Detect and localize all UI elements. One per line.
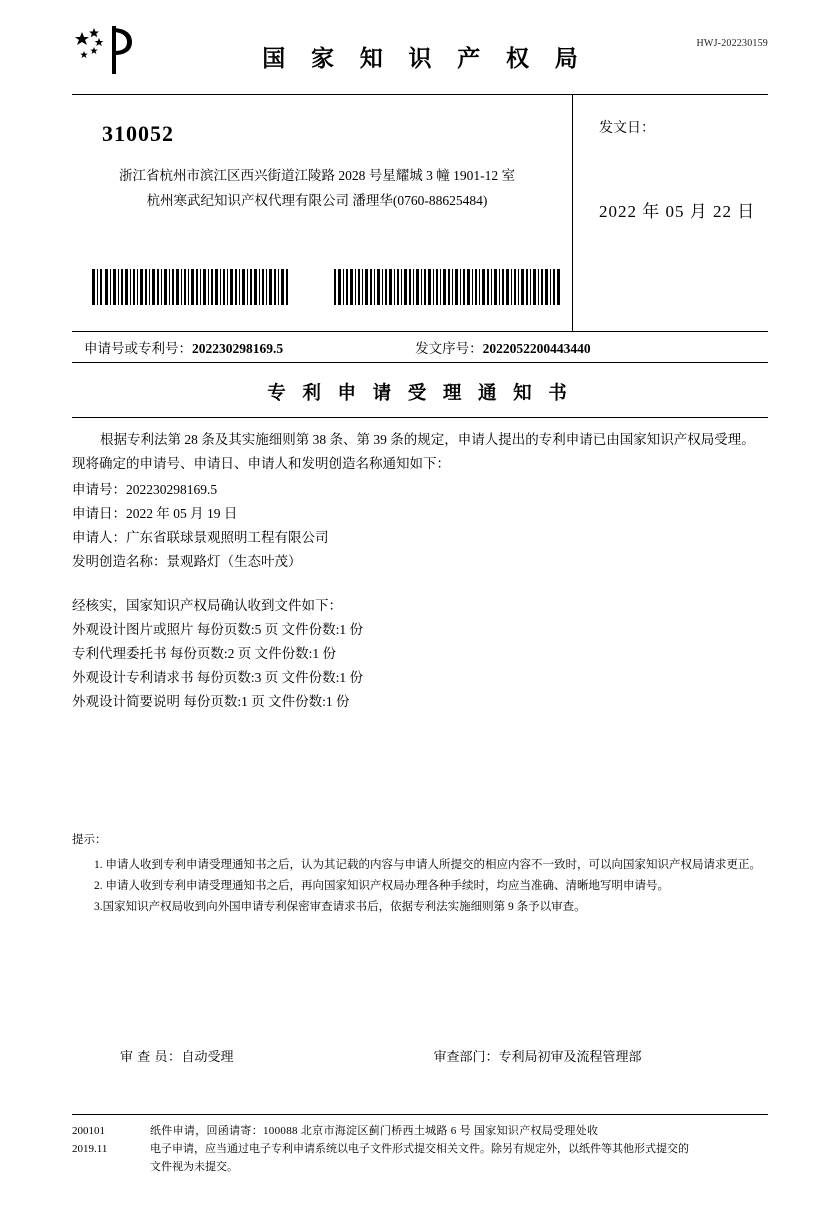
send-date-value: 2022 年 05 月 22 日 bbox=[599, 202, 756, 221]
document-page bbox=[0, 24, 840, 1212]
barcode-left bbox=[92, 269, 292, 305]
notes-section bbox=[72, 830, 768, 918]
footer-line-2: 电子申请，应当通过电子专利申请系统以电子文件形式提交相关文件。除另有规定外，以纸件等其他形式提交的 bbox=[150, 1143, 689, 1155]
document-title: 专 利 申 请 受 理 通 知 书 bbox=[267, 384, 573, 404]
note-item: 1. 申请人收到专利申请受理通知书之后，认为其记载的内容与申请人所提交的相应内容不一致时，可以向国家知识产权局请求更正。 bbox=[94, 859, 761, 871]
footer-code-1: 200101 bbox=[72, 1125, 105, 1137]
document-item: 专利代理委托书 每份页数:2 页 文件份数:1 份 bbox=[72, 646, 337, 661]
note-item: 3.国家知识产权局收到向外国申请专利保密审查请求书后，依据专利法实施细则第 9 条予以审查。 bbox=[94, 901, 586, 913]
application-number-label: 申请号或专利号： bbox=[84, 341, 192, 356]
note-item: 2. 申请人收到专利申请受理通知书之后，再向国家知识产权局办理各种手续时，均应当准确、清晰地写明申请号。 bbox=[94, 880, 669, 892]
examiner-value: 自动受理 bbox=[181, 1049, 234, 1064]
address-line-2: 杭州寒武纪知识产权代理有限公司 潘理华(0760-88625484) bbox=[146, 193, 488, 208]
dispatch-sequence bbox=[415, 337, 591, 357]
field-application-number: 申请号：202230298169.5 bbox=[72, 482, 218, 497]
organization-title: 国 家 知 识 产 权 局 bbox=[262, 46, 588, 71]
dispatch-sequence-label: 发文序号： bbox=[415, 341, 483, 356]
footer-text bbox=[150, 1122, 768, 1176]
address-right bbox=[572, 95, 768, 331]
department-value: 专利局初审及流程管理部 bbox=[498, 1049, 642, 1064]
address-lines bbox=[72, 163, 572, 213]
field-application-date: 申请日：2022 年 05 月 19 日 bbox=[72, 506, 238, 521]
application-number-value: 202230298169.5 bbox=[192, 341, 284, 356]
documents-received-title: 经核实，国家知识产权局确认收到文件如下： bbox=[72, 598, 342, 613]
document-item: 外观设计简要说明 每份页数:1 页 文件份数:1 份 bbox=[72, 694, 350, 709]
barcode-right bbox=[334, 269, 562, 305]
document-body bbox=[72, 428, 768, 714]
notes-title: 提示： bbox=[72, 834, 107, 846]
department-label: 审查部门： bbox=[433, 1049, 499, 1064]
document-item: 外观设计图片或照片 每份页数:5 页 文件份数:1 份 bbox=[72, 622, 364, 637]
footer-code-2: 2019.11 bbox=[72, 1143, 108, 1155]
documents-received bbox=[72, 594, 768, 714]
cnipa-emblem-icon bbox=[72, 24, 138, 82]
document-footer bbox=[72, 1114, 768, 1176]
examiner-label: 审 查 员： bbox=[120, 1049, 182, 1064]
application-number bbox=[84, 337, 283, 357]
title-divider bbox=[72, 417, 768, 418]
footer-codes bbox=[72, 1122, 150, 1176]
field-applicant: 申请人：广东省联球景观照明工程有限公司 bbox=[72, 530, 329, 545]
send-date-label: 发文日： bbox=[599, 121, 655, 136]
postcode: 310052 bbox=[102, 121, 174, 146]
address-line-1: 浙江省杭州市滨江区西兴街道江陵路 2028 号星耀城 3 幢 1901-12 室 bbox=[119, 168, 515, 183]
barcode-group bbox=[92, 269, 562, 305]
document-code: HWJ-202230159 bbox=[696, 38, 768, 49]
address-block bbox=[72, 95, 768, 331]
document-header bbox=[72, 24, 768, 86]
document-item: 外观设计专利请求书 每份页数:3 页 文件份数:1 份 bbox=[72, 670, 364, 685]
footer-line-3: 文件视为未提交。 bbox=[150, 1161, 238, 1173]
application-fields bbox=[72, 478, 768, 574]
signature-row bbox=[72, 1046, 768, 1065]
numbers-row bbox=[72, 331, 768, 363]
field-invention-title: 发明创造名称：景观路灯（生态叶茂） bbox=[72, 554, 302, 569]
dispatch-sequence-value: 2022052200443440 bbox=[482, 341, 591, 356]
body-paragraph-1: 根据专利法第 28 条及其实施细则第 38 条、第 39 条的规定，申请人提出的专利申请已由国家知识产权局受理。现将确定的申请号、申请日、申请人和发明创造名称通知如下： bbox=[72, 432, 755, 471]
footer-line-1: 纸件申请，回函请寄：100088 北京市海淀区蓟门桥西土城路 6 号 国家知识产权局受理处收 bbox=[150, 1125, 599, 1137]
